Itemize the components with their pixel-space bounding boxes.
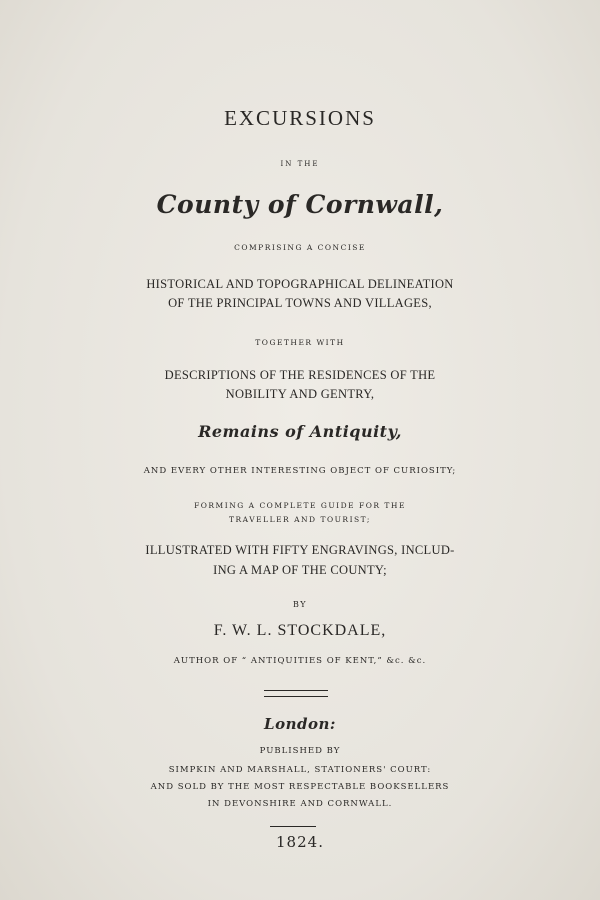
author-name: F. W. L. STOCKDALE, xyxy=(213,622,387,639)
together-with-text: TOGETHER WITH xyxy=(255,338,345,347)
forming-line-1: FORMING A COMPLETE GUIDE FOR THE xyxy=(194,501,406,510)
historical-line-2: OF THE PRINCIPAL TOWNS AND VILLAGES, xyxy=(168,296,432,310)
county-heading: County of Cornwall, xyxy=(156,190,444,219)
author-credits: AUTHOR OF “ ANTIQUITIES OF KENT,” &c. &c. xyxy=(173,656,427,666)
historical-line-1: HISTORICAL AND TOPOGRAPHICAL DELINEATION xyxy=(146,277,454,291)
comprising-text: COMPRISING A CONCISE xyxy=(234,243,366,252)
descriptions-line-1: DESCRIPTIONS OF THE RESIDENCES OF THE xyxy=(164,368,436,382)
publication-year: 1824. xyxy=(276,833,324,851)
london-imprint: London: xyxy=(264,715,336,733)
single-rule-divider xyxy=(270,826,316,827)
book-title: EXCURSIONS xyxy=(224,106,376,130)
forming-line-2: TRAVELLER AND TOURIST; xyxy=(229,515,371,524)
descriptions-line-2: NOBILITY AND GENTRY, xyxy=(225,387,375,401)
locations-text: IN DEVONSHIRE AND CORNWALL. xyxy=(207,799,393,809)
publisher-name: SIMPKIN AND MARSHALL, STATIONERS' COURT: xyxy=(168,765,432,775)
sold-by-text: AND SOLD BY THE MOST RESPECTABLE BOOKSELLERS xyxy=(150,782,450,792)
illustrated-line-1: ILLUSTRATED WITH FIFTY ENGRAVINGS, INCLUD- xyxy=(145,543,455,557)
by-text: BY xyxy=(292,600,308,609)
every-other-text: AND EVERY OTHER INTERESTING OBJECT OF CURIOSITY; xyxy=(143,466,457,476)
published-by-text: PUBLISHED BY xyxy=(259,746,341,756)
double-rule-divider xyxy=(264,690,328,697)
remains-heading: Remains of Antiquity, xyxy=(198,422,402,441)
illustrated-line-2: ING A MAP OF THE COUNTY; xyxy=(213,563,387,577)
in-the-text: IN THE xyxy=(280,160,320,168)
